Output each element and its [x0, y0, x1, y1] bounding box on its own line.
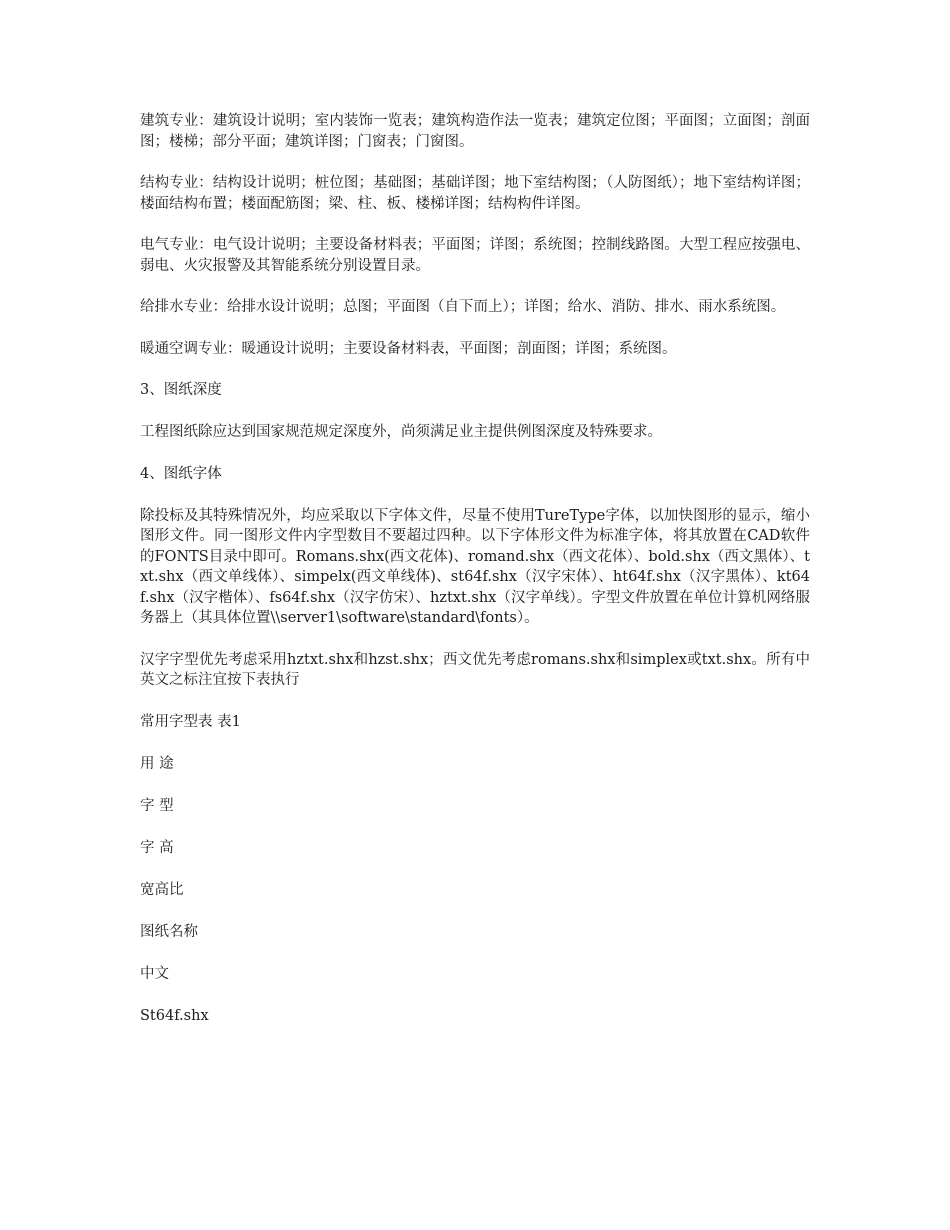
hvac-paragraph: 暖通空调专业：暖通设计说明；主要设备材料表，平面图；剖面图；详图；系统图。	[140, 340, 677, 357]
electrical-paragraph: 电气专业：电气设计说明；主要设备材料表；平面图；详图；系统图；控制线路图。大型工程应按强电、弱电、火灾报警及其智能系统分别设置目录。	[140, 237, 810, 274]
table-cell: 字 型	[140, 797, 174, 814]
document-body	[140, 111, 810, 1048]
section-3-body: 工程图纸除应达到国家规范规定深度外，尚须满足业主提供例图深度及特殊要求。	[140, 424, 662, 440]
table-caption: 常用字型表 表1	[140, 713, 241, 730]
section-4-body-2: 汉字字型优先考虑采用hztxt.shx和hzst.shx；西文优先考虑romans.shx和simplex或txt.shx。所有中英文之标注宜按下表执行	[140, 651, 810, 688]
plumbing-paragraph: 给排水专业：给排水设计说明；总图；平面图（自下而上）；详图；给水、消防、排水、雨水系统图。	[140, 299, 786, 315]
section-4-heading: 4、图纸字体	[140, 465, 222, 482]
table-cell: 中文	[140, 965, 169, 982]
table-cell: 用 途	[140, 755, 174, 772]
table-cell: St64f.shx	[140, 1007, 209, 1024]
section-3-heading: 3、图纸深度	[140, 382, 222, 398]
architecture-paragraph: 建筑专业：建筑设计说明；室内装饰一览表；建筑构造作法一览表；建筑定位图；平面图；立面图；剖面图；楼梯；部分平面；建筑详图；门窗表；门窗图。	[140, 113, 810, 150]
table-cell: 图纸名称	[140, 923, 198, 940]
table-cell: 字 高	[140, 839, 174, 856]
table-cell: 宽高比	[140, 881, 184, 898]
structure-paragraph: 结构专业：结构设计说明；桩位图；基础图；基础详图；地下室结构图；（人防图纸）；地下室结构详图；楼面结构布置；楼面配筋图；梁、柱、板、楼梯详图；结构构件详图。	[140, 175, 810, 212]
section-4-body: 除投标及其特殊情况外，均应采取以下字体文件，尽量不使用TureType字体，以加快图形的显示，缩小图形文件。同一图形文件内字型数目不要超过四种。以下字体形文件为标准字体，将其放置在CAD软件的FONTS目录中即可。Romans.shx(西文花体)、romand.shx（西文花体）、bold.shx（西文黑体）、txt.shx（西文单线体）、simpelx(西文单线体)、st64f.shx（汉字宋体）、ht64f.shx（汉字黑体）、kt64f.shx（汉字楷体）、fs64f.shx（汉字仿宋）、hztxt.shx（汉字单线）。字型文件放置在单位计算机网络服务器上（其具体位置\\server1\software\standard\fonts）。	[140, 507, 811, 626]
